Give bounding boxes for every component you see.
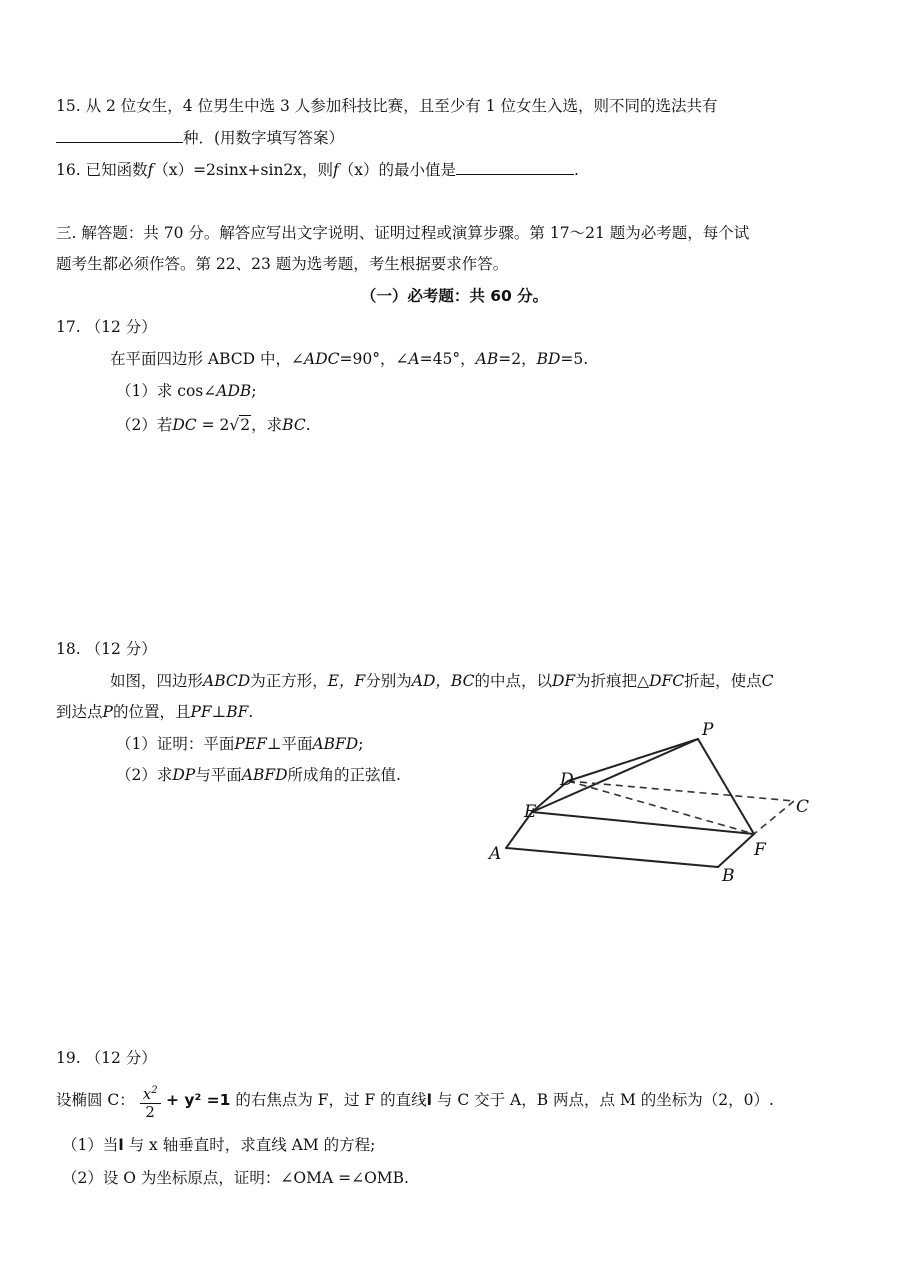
q18-part2 [116,765,401,785]
q18-pef: PEF [234,735,267,753]
q18-ef: E，F [327,672,366,690]
q16-end: . [574,161,579,179]
label-p: P [702,720,714,740]
q19-stem [56,1080,774,1120]
label-b: B [722,866,735,885]
label-e: E [524,802,537,822]
q18-abfd: ABFD [241,766,288,784]
label-d: D [560,770,574,790]
q17-part2-text: ，求 [251,416,283,434]
edge-dc-dashed [568,781,794,801]
q16-prefix: 16. 已知函数 [56,161,148,179]
q17-angle-a: A [408,350,420,368]
label-f: F [754,840,766,860]
edge-df-dashed [568,781,754,834]
q17-part1-end: ; [251,382,257,400]
q18-header: 18. （12 分） [56,640,157,658]
q17-stem [110,349,588,369]
label-a: A [489,844,502,864]
q18-text: 分别为 [365,672,412,690]
q18-part1 [116,734,363,754]
edge-ab [506,848,718,867]
q15-line1: 15. 从 2 位女生，4 位男生中选 3 人参加科技比赛，且至少有 1 位女生入选，则不同的选法共有 [56,97,718,115]
q18-text: 的中点，以 [474,672,552,690]
q17-part2-eq: = 2 [196,416,230,434]
q17-text: =90°，∠ [339,350,409,368]
q18-part1-end: ; [358,735,364,753]
q15-line2 [56,126,344,148]
fraction-denominator: 2 [145,1102,155,1121]
q18-c: C [761,672,774,690]
q19-part1-text: （1）当 [62,1136,119,1154]
q17-text: =5. [560,350,589,368]
q17-part1 [116,381,257,401]
q17-angle-adc: ADC [304,350,340,368]
q16-expr: （x）=2sinx+sin2x，则 [153,161,334,179]
q17-text: 在平面四边形 ABCD 中，∠ [110,350,305,368]
q18-p: P [102,703,113,721]
q18-dfc: DFC [649,672,685,690]
sqrt-radicand: 2 [240,416,251,434]
edge-pf [698,739,754,834]
q18-stem-line1 [110,671,774,691]
q19-header: 19. （12 分） [56,1049,157,1067]
section-subtitle: （一）必考题：共 60 分。 [360,287,549,305]
q17-part2 [116,415,311,435]
q17-dc: DC [172,416,197,434]
q18-part1-text: ⊥平面 [266,735,313,753]
q16-line [56,158,579,180]
edge-ef [532,812,754,834]
q16-question: （x）的最小值是 [338,161,457,179]
q19-line-l: l [426,1091,432,1109]
section3-line2: 题考生都必须作答。第 22、23 题为选考题，考生根据要求作答。 [56,255,509,273]
q19-line-l: l [118,1136,124,1154]
q18-text: 的位置，且 [112,703,191,721]
geometry-figure [484,715,816,885]
fraction-exponent: 2 [151,1084,158,1096]
q18-ad-bc: AD，BC [411,672,475,690]
q17-text: =45°， [419,350,476,368]
q17-bd: BD [536,350,561,368]
edge-fb [718,834,754,867]
q17-header: 17. （12 分） [56,318,157,336]
q17-bc: BC [282,416,306,434]
section3-line1: 三. 解答题：共 70 分。解答应写出文字说明、证明过程或演算步骤。第 17～21 题为必考题，每个试 [56,224,750,242]
q18-df: DF [551,672,576,690]
q17-ab: AB [475,350,499,368]
q18-stem-line2 [56,702,253,722]
q18-text: 为折痕把△ [575,672,650,690]
q17-part2-end: . [305,416,311,434]
q17-angle-adb: ADB [216,382,252,400]
q17-part2-text: （2）若 [116,416,173,434]
q18-dp: DP [172,766,196,784]
sqrt-symbol: √2 [229,416,251,434]
q19-part2: （2）设 O 为坐标原点，证明：∠OMA =∠OMB. [62,1169,409,1187]
ellipse-fraction [140,1082,161,1121]
q19-part1 [62,1135,375,1155]
q18-abfd: ABFD [312,735,359,753]
q19-text: 与 C 交于 A，B 两点，点 M 的坐标为（2，0）. [431,1091,774,1109]
q18-part1-text: （1）证明：平面 [116,735,235,753]
edge-dp [568,739,698,781]
q18-text: . [248,703,254,721]
q18-text: 折起，使点 [684,672,762,690]
q19-text: 设椭圆 C： [56,1091,135,1109]
q18-part2-text: 与平面 [195,766,242,784]
q18-text: 到达点 [56,703,103,721]
q18-text: 为正方形， [250,672,328,690]
q19-equation: + y² =1 [160,1091,231,1109]
answer-blank [456,158,574,175]
edge-cf-dashed [754,801,794,834]
q18-abcd: ABCD [203,672,251,690]
label-c: C [796,797,810,817]
fraction-var: x [142,1084,152,1103]
q16-func: f [147,161,154,179]
answer-blank [56,126,183,143]
q18-part2-text: （2）求 [116,766,173,784]
fraction-numerator [140,1082,161,1104]
q16-func2: f [333,161,339,179]
q19-text: 的右焦点为 F，过 F 的直线 [230,1091,427,1109]
q18-part2-text: 所成角的正弦值. [287,766,401,784]
q17-part1-text: （1）求 cos∠ [116,382,217,400]
q17-text: =2， [498,350,537,368]
q18-pf-bf: PF⊥BF [190,703,249,721]
q18-text: 如图，四边形 [110,672,204,690]
q19-part1-text: 与 x 轴垂直时，求直线 AM 的方程; [123,1136,376,1154]
edge-ep [532,739,698,812]
q15-line2-tail: 种．(用数字填写答案） [183,129,345,147]
